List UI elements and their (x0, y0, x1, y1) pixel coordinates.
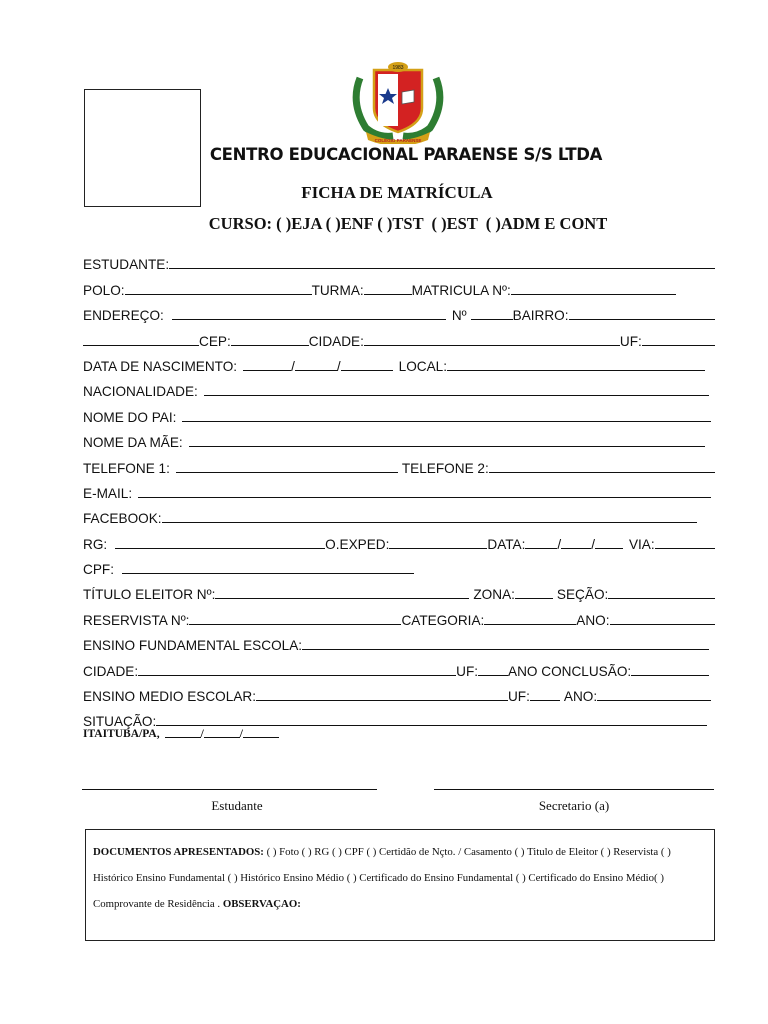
date-slash: / (591, 536, 595, 552)
row-telefones (83, 450, 715, 475)
row-reservista (83, 602, 715, 627)
date-slash: / (336, 358, 341, 374)
row-facebook (83, 501, 715, 526)
field-data-dia[interactable] (525, 534, 557, 549)
documents-box (85, 829, 715, 941)
emblem-year: 1983 (392, 65, 404, 71)
label-facebook: FACEBOOK: (83, 511, 162, 527)
row-situacao (83, 704, 715, 729)
label-endereco: ENDEREÇO: (83, 308, 164, 324)
field-date-year[interactable] (243, 727, 279, 738)
label-categoria: CATEGORIA: (401, 612, 485, 628)
label-uf3: UF: (507, 689, 530, 705)
emblem-banner: COLÉGIO PARAENSE (374, 138, 422, 143)
label-local: LOCAL: (398, 358, 448, 374)
field-estudante[interactable] (169, 254, 715, 269)
label-cidade2: CIDADE: (83, 663, 139, 679)
documents-heading: DOCUMENTOS APRESENTADOS: (93, 846, 264, 858)
field-nasc-mes[interactable] (295, 356, 337, 371)
label-cep: CEP: (199, 333, 231, 349)
field-email[interactable] (138, 483, 711, 498)
label-turma: TURMA: (311, 282, 364, 298)
field-local[interactable] (447, 356, 705, 371)
field-uf[interactable] (642, 331, 715, 346)
date-slash: / (200, 728, 204, 740)
row-nome-pai (83, 399, 715, 424)
field-secao[interactable] (608, 584, 715, 599)
label-telefone1: TELEFONE 1: (83, 460, 170, 476)
org-name: CENTRO EDUCACIONAL PARAENSE S/S LTDA (209, 145, 603, 164)
field-situacao[interactable] (156, 711, 707, 726)
label-via: VIA: (628, 536, 655, 552)
label-ensino-fundamental: ENSINO FUNDAMENTAL ESCOLA: (83, 638, 303, 654)
field-ensino-fundamental[interactable] (302, 635, 709, 650)
label-numero: Nº (451, 308, 467, 324)
field-titulo-eleitor[interactable] (215, 584, 469, 599)
label-matricula: MATRICULA Nº: (411, 282, 511, 298)
label-zona: ZONA: (473, 587, 515, 603)
row-estudante (83, 247, 715, 272)
date-slash: / (239, 728, 243, 740)
label-nome-pai: NOME DO PAI: (83, 409, 177, 425)
field-nome-pai[interactable] (182, 407, 711, 422)
place-date-row (83, 727, 279, 740)
row-polo (83, 272, 715, 297)
field-date-day[interactable] (165, 727, 201, 738)
label-secao: SEÇÃO: (556, 587, 609, 603)
field-matricula[interactable] (511, 280, 676, 295)
row-nome-mae (83, 425, 715, 450)
form-title: FICHA DE MATRÍCULA (301, 183, 493, 202)
label-ano2: ANO: (563, 689, 598, 705)
label-nacionalidade: NACIONALIDADE: (83, 384, 198, 400)
row-ensino-medio (83, 679, 715, 704)
field-ano2[interactable] (597, 686, 711, 701)
field-via[interactable] (655, 534, 715, 549)
row-cidade-conclusao (83, 653, 715, 678)
label-bairro: BAIRRO: (512, 308, 569, 324)
field-data-ano[interactable] (595, 534, 623, 549)
row-titulo (83, 577, 715, 602)
label-titulo-eleitor: TÍTULO ELEITOR Nº: (83, 587, 216, 603)
field-nome-mae[interactable] (189, 432, 705, 447)
row-rg (83, 526, 715, 551)
course-options: CURSO: ( )EJA ( )ENF ( )TST ( )EST ( )ADM E CONT (208, 214, 608, 233)
secretary-signature-line[interactable] (434, 789, 714, 790)
field-cidade2[interactable] (138, 661, 456, 676)
field-rg[interactable] (115, 534, 325, 549)
field-uf3[interactable] (530, 686, 560, 701)
date-slash: / (557, 536, 562, 552)
label-data-nascimento: DATA DE NASCIMENTO: (83, 358, 238, 374)
secretary-signature-label: Secretario (a) (538, 798, 610, 813)
row-nacionalidade (83, 374, 715, 399)
school-emblem-logo (348, 58, 448, 144)
field-turma[interactable] (364, 280, 412, 295)
student-signature-line[interactable] (82, 789, 377, 790)
label-rg: RG: (83, 536, 108, 552)
field-nasc-ano[interactable] (341, 356, 393, 371)
field-ano-conclusao[interactable] (631, 661, 709, 676)
field-facebook[interactable] (162, 508, 697, 523)
field-uf2[interactable] (478, 661, 508, 676)
field-ano[interactable] (610, 610, 715, 625)
label-ensino-medio: ENSINO MEDIO ESCOLAR: (83, 689, 256, 705)
label-cpf: CPF: (83, 562, 114, 578)
field-telefone1[interactable] (176, 458, 398, 473)
row-cep (83, 323, 715, 348)
field-cep[interactable] (231, 331, 309, 346)
field-endereco[interactable] (172, 305, 446, 320)
row-nascimento (83, 349, 715, 374)
field-date-month[interactable] (204, 727, 240, 738)
label-ano-conclusao: ANO CONCLUSÃO: (508, 663, 632, 679)
row-endereco (83, 298, 715, 323)
label-orgao-exped: O.EXPED: (325, 536, 390, 552)
field-data-mes[interactable] (561, 534, 591, 549)
label-uf2: UF: (456, 663, 479, 679)
field-nasc-dia[interactable] (243, 356, 291, 371)
field-cep-prefix[interactable] (83, 331, 199, 346)
label-telefone2: TELEFONE 2: (401, 460, 489, 476)
date-slash: / (291, 358, 295, 374)
label-uf: UF: (619, 333, 642, 349)
label-email: E-MAIL: (83, 485, 133, 501)
label-cidade: CIDADE: (308, 333, 364, 349)
observation-label: OBSERVAÇAO: (222, 898, 301, 910)
field-orgao-exped[interactable] (389, 534, 487, 549)
student-signature-label: Estudante (211, 798, 263, 813)
label-place: ITAITUBA/PA, (83, 728, 160, 740)
label-reservista: RESERVISTA Nº: (83, 612, 190, 628)
documents-checklist: ( ) Foto ( ) RG ( ) CPF ( ) Certidão de Nçto. / Casamento ( ) Titulo de Eleitor ( ) Reservista ( ) Histórico Ensino Fundamental ( ) Histórico Ensino Médio ( ) Certificado do Ensino Fundamental ( ) Certificado do Ensino Médio( ) Comprovante de Residência . (93, 846, 671, 910)
field-zona[interactable] (515, 584, 553, 599)
field-nacionalidade[interactable] (204, 381, 709, 396)
field-telefone2[interactable] (489, 458, 715, 473)
label-ano: ANO: (576, 612, 610, 628)
field-bairro[interactable] (569, 305, 715, 320)
enrollment-fields (83, 247, 715, 729)
field-ensino-medio[interactable] (256, 686, 508, 701)
field-numero[interactable] (471, 305, 513, 320)
label-nome-mae: NOME DA MÃE: (83, 435, 183, 451)
field-reservista[interactable] (189, 610, 401, 625)
field-polo[interactable] (125, 280, 312, 295)
field-cidade[interactable] (364, 331, 620, 346)
field-cpf[interactable] (122, 559, 414, 574)
row-ensino-fundamental (83, 628, 715, 653)
field-categoria[interactable] (484, 610, 576, 625)
label-estudante: ESTUDANTE: (83, 257, 170, 273)
label-polo: POLO: (83, 282, 125, 298)
label-situacao: SITUAÇÃO: (83, 714, 157, 730)
label-data: DATA: (487, 536, 526, 552)
row-cpf (83, 552, 715, 577)
row-email (83, 476, 715, 501)
